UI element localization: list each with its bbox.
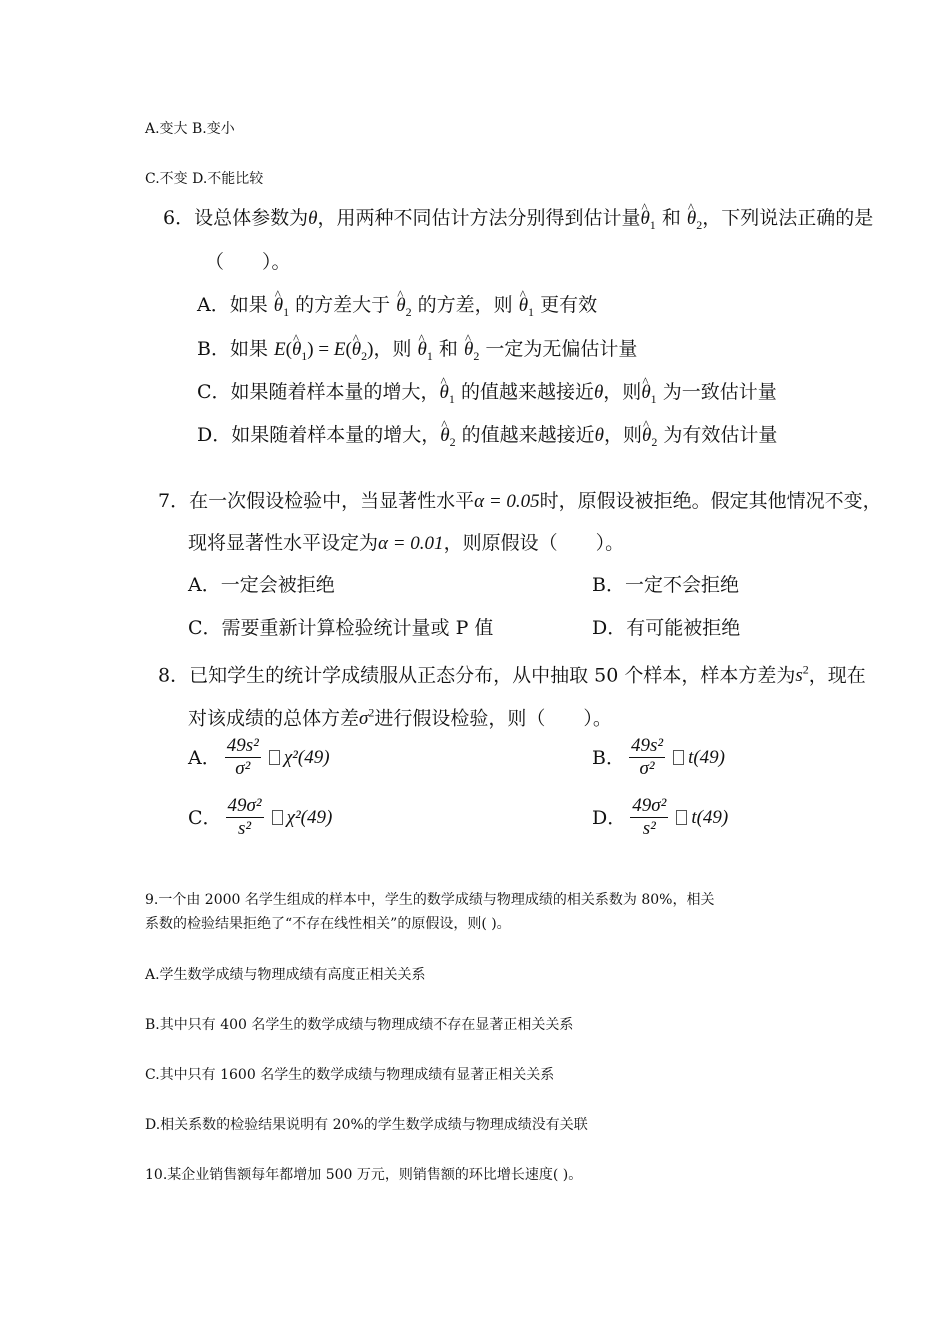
q7-option-b: B．一定不会拒绝 <box>592 574 739 596</box>
fraction: $\frac{\text{49s²}}{\text{σ²}}$ <box>630 735 664 779</box>
q7-option-c: C．需要重新计算检验统计量或 P 值 <box>188 617 494 639</box>
q9-option-c: C.其中只有 1600 名学生的数学成绩与物理成绩有显著正相关关系 <box>145 1067 555 1083</box>
q10-stem: 10.某企业销售额每年都增加 500 万元，则销售额的环比增长速度( )。 <box>145 1167 583 1183</box>
q6-option-c: C．如果随着样本量的增大，^ $\theta_1$ 的值越来越接近θ，则^ $\theta_1$ 为一致估计量 <box>197 379 777 412</box>
q7-stem-line1: 7．在一次假设检验中，当显著性水平α = 0.05时，原假设被拒绝。假定其他情况不变， <box>158 490 882 512</box>
q8-option-b: B． $\frac{\text{49s²}}{\text{σ²}}$ t(49) <box>592 735 725 779</box>
tilde-placeholder-icon <box>673 750 684 765</box>
fraction: $\frac{\text{49s²}}{\text{σ²}}$ <box>226 735 259 779</box>
fraction: $\frac{\text{49σ²}}{\text{s²}}$ <box>227 795 262 839</box>
q6-option-a: A．如果 ^ $\theta_1$ 的方差大于 ^ $\theta_2$ 的方差，则 ^ $\theta_1$ 更有效 <box>197 292 597 325</box>
q9-option-d: D.相关系数的检验结果说明有 20%的学生数学成绩与物理成绩没有关联 <box>145 1117 588 1133</box>
q7-option-d: D．有可能被拒绝 <box>592 617 741 639</box>
q6-option-b: B．如果 E(^ $\theta_1$) = E(^ $\theta_2$)，则 ^ $\theta_1$ 和 ^ $\theta_2$ 一定为无偏估计量 <box>197 336 637 369</box>
q8-option-a: A． $\frac{\text{49s²}}{\text{σ²}}$ χ²(49) <box>188 735 330 779</box>
tilde-placeholder-icon <box>269 750 280 765</box>
q9-stem-line2: 系数的检验结果拒绝了“不存在线性相关”的原假设，则( )。 <box>145 916 511 932</box>
q6-option-d: D．如果随着样本量的增大，^ $\theta_2$ 的值越来越接近θ，则^ $\theta_2$ 为有效估计量 <box>197 422 777 455</box>
fraction: $\frac{\text{49σ²}}{\text{s²}}$ <box>632 795 667 839</box>
q9-option-b: B.其中只有 400 名学生的数学成绩与物理成绩不存在显著正相关关系 <box>145 1017 574 1033</box>
tilde-placeholder-icon <box>676 810 687 825</box>
q6-stem: 6．设总体参数为θ，用两种不同估计方法分别得到估计量^ $\theta_1$ 和 ^ $\theta_2$，下列说法正确的是 <box>163 205 873 238</box>
q9-option-a: A.学生数学成绩与物理成绩有高度正相关关系 <box>145 967 426 983</box>
q9-stem-line1: 9.一个由 2000 名学生组成的样本中，学生的数学成绩与物理成绩的相关系数为 80%，相关 <box>145 892 715 908</box>
q8-option-d: D． $\frac{\text{49σ²}}{\text{s²}}$ t(49) <box>592 795 729 839</box>
q5-options-cd: C.不变 D.不能比较 <box>145 171 264 187</box>
q8-option-c: C． $\frac{\text{49σ²}}{\text{s²}}$ χ²(49) <box>188 795 333 839</box>
tilde-placeholder-icon <box>272 810 283 825</box>
q8-stem-line2: 对该成绩的总体方差$\sigma^2$进行假设检验，则（ ）。 <box>188 706 612 730</box>
q5-options-ab: A.变大 B.变小 <box>145 121 235 137</box>
q7-option-a: A．一定会被拒绝 <box>188 574 335 596</box>
q8-stem-line1: 8．已知学生的统计学成绩服从正态分布，从中抽取 50 个样本，样本方差为$s^2$，现在 <box>158 663 866 687</box>
q6-paren: （ ）。 <box>205 251 291 273</box>
q7-stem-line2: 现将显著性水平设定为α = 0.01，则原假设（ ）。 <box>188 532 625 554</box>
